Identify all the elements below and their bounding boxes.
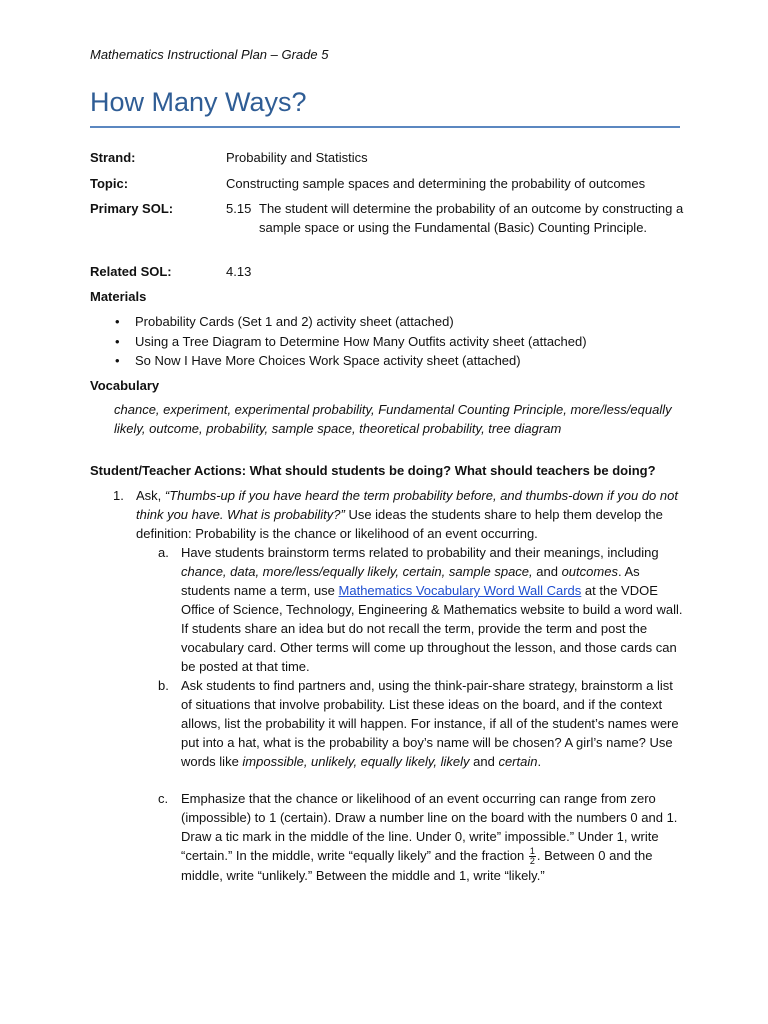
list-item	[115, 351, 587, 371]
text-run: Ask students to find partners and, using the think-pair-share strategy, brainstorm a list of situations that involve probability. List these ideas on the board, and if the context allows, list the probability it will happen. For instance, if all of the student’s names were put into a hat, what is the probability a boy’s name will be chosen? A girl’s name? Use words like	[181, 678, 679, 769]
related-sol-label: Related SOL:	[90, 264, 172, 279]
italic-run: outcomes	[561, 564, 618, 579]
step-1	[113, 486, 683, 543]
vocabulary-heading: Vocabulary	[90, 378, 160, 393]
step-quote: “Thumbs-up if you have heard the term probability before, and thumbs-down if you do not think you have. What is probability?”	[136, 488, 678, 522]
materials-list	[115, 312, 587, 371]
step-1b	[158, 676, 683, 771]
material-text: So Now I Have More Choices Work Space activity sheet (attached)	[135, 353, 521, 368]
sub-letter: b.	[158, 678, 169, 693]
topic-label: Topic:	[90, 176, 129, 191]
strand-value: Probability and Statistics	[226, 150, 368, 165]
bullet-icon: •	[115, 314, 120, 329]
sub-body	[181, 676, 683, 771]
sub-body	[181, 789, 683, 885]
vocabulary-terms: chance, experiment, experimental probability, Fundamental Counting Principle, more/less/equally likely, outcome, probability, sample space, theoretical probability, tree diagram	[114, 402, 672, 436]
sub-body	[181, 543, 683, 676]
page-title: How Many Ways?	[90, 87, 307, 117]
text-run: . As students name a term, use	[181, 564, 640, 598]
italic-run: certain	[498, 754, 538, 769]
sub-letter: a.	[158, 545, 169, 560]
fraction-numerator: 1	[529, 846, 535, 857]
fraction-denominator: 2	[529, 856, 535, 867]
fraction-one-half	[529, 847, 536, 866]
material-text: Probability Cards (Set 1 and 2) activity sheet (attached)	[135, 314, 454, 329]
material-text: Using a Tree Diagram to Determine How Many Outfits activity sheet (attached)	[135, 333, 587, 349]
italic-run: chance, data, more/less/equally likely, certain, sample space,	[181, 564, 533, 579]
strand-label: Strand:	[90, 150, 136, 165]
materials-heading: Materials	[90, 289, 147, 304]
primary-sol-text: The student will determine the probability of an outcome by constructing a sample space or using the Fundamental (Basic) Counting Principle.	[259, 201, 684, 235]
running-header: Mathematics Instructional Plan – Grade 5	[90, 47, 329, 62]
step-rest: Use ideas the students share to help them develop the definition: Probability is the chance or likelihood of an event occurring.	[136, 507, 663, 541]
step-1c	[158, 789, 683, 885]
text-run: and	[469, 754, 499, 769]
italic-run: impossible, unlikely, equally likely, likely	[242, 754, 470, 769]
title-divider	[90, 126, 680, 128]
text-run: Emphasize that the chance or likelihood of an event occurring can range from zero (impossible) to 1 (certain). Draw a number line on the board with the numbers 0 and 1. Draw a tic mark in the middle of the line. Under 0, write” impossible.” Under 1, write “certain.” In the middle, write “equally likely” and the fraction	[181, 791, 678, 863]
topic-value: Constructing sample spaces and determining the probability of outcomes	[226, 176, 646, 191]
list-item	[115, 332, 587, 352]
step-ask: Ask,	[136, 488, 165, 503]
list-item	[115, 312, 587, 332]
bullet-icon: •	[115, 353, 120, 368]
related-sol-value: 4.13	[226, 264, 252, 279]
word-wall-cards-link[interactable]: Mathematics Vocabulary Word Wall Cards	[338, 583, 582, 598]
step-number: 1.	[113, 488, 124, 503]
bullet-icon: •	[115, 333, 120, 349]
primary-sol-label: Primary SOL:	[90, 201, 174, 216]
text-run: . Between 0 and the middle, write “unlikely.” Between the middle and 1, write “likely.”	[181, 848, 653, 884]
step-body	[136, 486, 683, 543]
sub-letter: c.	[158, 791, 169, 806]
primary-sol-number: 5.15	[226, 201, 252, 216]
text-run: Have students brainstorm terms related to probability and their meanings, including	[181, 545, 659, 560]
step-1a	[158, 543, 683, 676]
text-run: and	[532, 564, 562, 579]
text-run: .	[537, 754, 542, 769]
primary-sol-value	[226, 199, 686, 237]
text-run: at the VDOE Office of Science, Technology, Engineering & Mathematics website to build a word wall. If students share an idea but do not recall the term, provide the term and post the vocabulary card. Other terms will come up throughout the lesson, and those cards can be posted at that time.	[181, 583, 683, 674]
actions-heading: Student/Teacher Actions: What should students be doing? What should teachers be doing?	[90, 463, 656, 478]
